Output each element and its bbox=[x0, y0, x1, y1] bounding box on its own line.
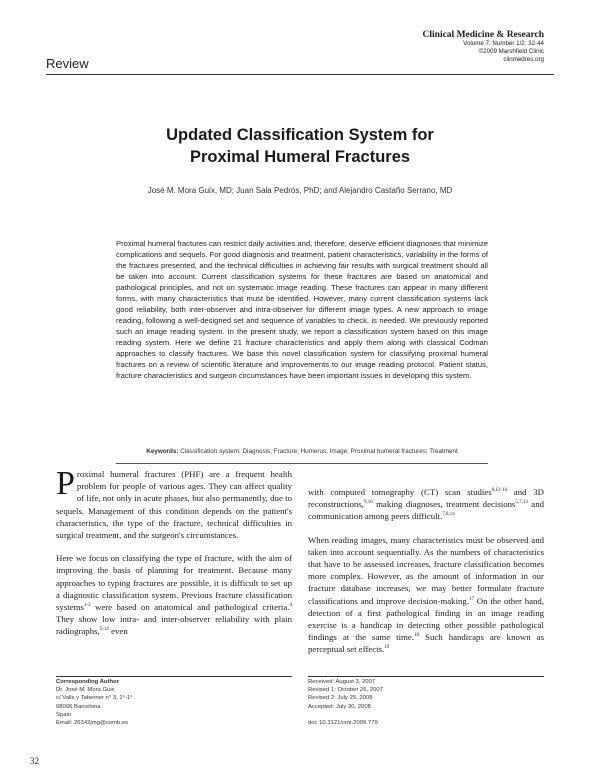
journal-name: Clinical Medicine & Research bbox=[422, 30, 544, 40]
citation[interactable]: 5-12 bbox=[99, 627, 109, 633]
citation[interactable]: 19 bbox=[384, 645, 390, 651]
copyright-line: ©2009 Marshfield Clinic bbox=[478, 48, 544, 55]
keywords-text: Classification system; Diagnosis; Fracture; Humerus; Image; Proximal humeral fractures; Treatment bbox=[180, 448, 458, 455]
email-link[interactable]: Email: 26342jmg@comb.es bbox=[56, 720, 129, 727]
corresponding-heading: Corresponding Author bbox=[56, 679, 119, 685]
volume-line: Volume 7, Number 1/2: 32-44 bbox=[463, 40, 544, 47]
corresponding-name: Dr. José M. Mora Guix bbox=[56, 687, 115, 694]
abstract bbox=[116, 238, 488, 381]
address-line: 08006 Barcelona bbox=[56, 703, 101, 710]
article-history bbox=[308, 678, 544, 727]
body-column-left bbox=[56, 465, 292, 638]
corresponding-author bbox=[56, 678, 292, 727]
citation[interactable]: 4 bbox=[289, 603, 292, 609]
intro-paragraph bbox=[56, 465, 292, 541]
body-column-right bbox=[308, 486, 544, 656]
citation[interactable]: 17 bbox=[469, 596, 475, 602]
revised-date: Revised 2: July 25, 2008 bbox=[308, 695, 373, 702]
keywords-rule bbox=[116, 463, 488, 464]
footer-rule-right bbox=[308, 676, 544, 677]
journal-website: clinmedres.org bbox=[503, 56, 544, 63]
body-paragraph: with computed tomography (CT) scan studies$^{8,12-16}$ and 3D reconstructions,$^{9,16}$ making diagnoses, treatment decisions$^{5,7,13}$ and communication among peers difficult.$^{7,8,14}$ bbox=[308, 487, 544, 522]
article-title bbox=[60, 124, 540, 168]
page-number: 32 bbox=[30, 756, 39, 766]
body-paragraph: Here we focus on classifying the type of fracture, with the aim of improving the basis of planning for treatment. Because many approaches to typing fractures are possible, it is difficult to set up a diagnostic classification system. Previous fracture classification systems$^{1-3}$ were based on anatomical and pathological criteria.$^4$ They show low intra- and inter-observer reliability with plain radiographs,$^{5-12}$ even bbox=[56, 553, 292, 637]
keywords-label: Keywords: bbox=[146, 448, 179, 455]
drop-cap: P bbox=[56, 465, 75, 502]
citation[interactable]: 8,12-16 bbox=[491, 488, 508, 494]
citation[interactable]: 1-3 bbox=[83, 603, 91, 609]
header-rule bbox=[46, 74, 554, 75]
footer-rule-left bbox=[56, 676, 292, 677]
title-line-1: Updated Classification System for bbox=[166, 126, 434, 144]
citation[interactable]: 7,8,14 bbox=[442, 512, 455, 518]
journal-header bbox=[423, 30, 544, 64]
citation[interactable]: 5,7,13 bbox=[515, 500, 528, 506]
address-line: c/ Valls y Taberner n° 3, 1°-1° bbox=[56, 695, 133, 702]
address-country: Spain bbox=[56, 711, 72, 718]
section-label: Review bbox=[46, 56, 89, 71]
keywords bbox=[116, 448, 488, 455]
doi-link[interactable]: doi: 10.3121/cmr.2009.779 bbox=[308, 719, 378, 726]
citation[interactable]: 18 bbox=[414, 633, 420, 639]
title-line-2: Proximal Humeral Fractures bbox=[189, 148, 411, 166]
revised-date: Revised 1: October 26, 2007 bbox=[308, 687, 383, 694]
accepted-date: Accepted: July 30, 2008 bbox=[308, 703, 371, 710]
received-date: Received: August 3, 2007 bbox=[308, 679, 376, 685]
abstract-text: Proximal humeral fractures can restrict daily activities and, therefore, deserve efficient diagnoses that minimize complications and sequels. For good diagnosis and treatment, patient characteristics, variability in the forms of the fractures presented, and the technical difficulties in achieving fair results with surgical treatment should all be taken into account. Current classification systems for these fractures are based on anatomical and pathological principles, and not on systematic image reading. These fractures can appear in many different forms, with many characteristics that must be identified. However, many current classification systems lack good reliability, both inter-observer and intra-observer for different image types. A new approach to image reading, following a well-designed set and sequence of variables to check, is needed. We previously reported such an image reading system. In the present study, we report a classification system based on this image reading system. Here we define 21 fracture characteristics and apply them along with classical Codman approaches to classify fractures. We base this novel classification system for classifying proximal humeral fractures on a review of scientific literature and improvements to our image reading protocol. Patient status, fracture characteristics and surgeon circumstances have been important issues in developing this system. bbox=[116, 239, 488, 380]
author-list: José M. Mora Guix, MD; Juan Sala Pedrós, PhD; and Alejandro Castaño Serrano, MD bbox=[147, 186, 453, 195]
body-paragraph: When reading images, many characteristics must be observed and taken into account sequentially. As the numbers of characteristics that have to be assessed increases, fracture classification becomes more complex. However, as the amount of information in our fracture database increases, we may better formulate fracture classifications and improve decision-making.$^{17}$ On the other hand, detection of a first pathological finding in an image reading exercise is a handicap in detecting other possible pathological findings at the same time.$^{18}$ Such handicaps are known as perceptual set effects.$^{19}$ bbox=[308, 534, 545, 655]
citation[interactable]: 9,16 bbox=[363, 500, 373, 506]
intro-text: roximal humeral fractures (PHF) are a frequent health problem for people of various ages. They can affect quality of life, not only in acute phases, but also permanently, due to sequels. Management of this condition depends on the patient's characteristics, the type of the fracture, technical difficulties in surgical treatment, and the surgeon's circumstances. bbox=[56, 469, 292, 541]
